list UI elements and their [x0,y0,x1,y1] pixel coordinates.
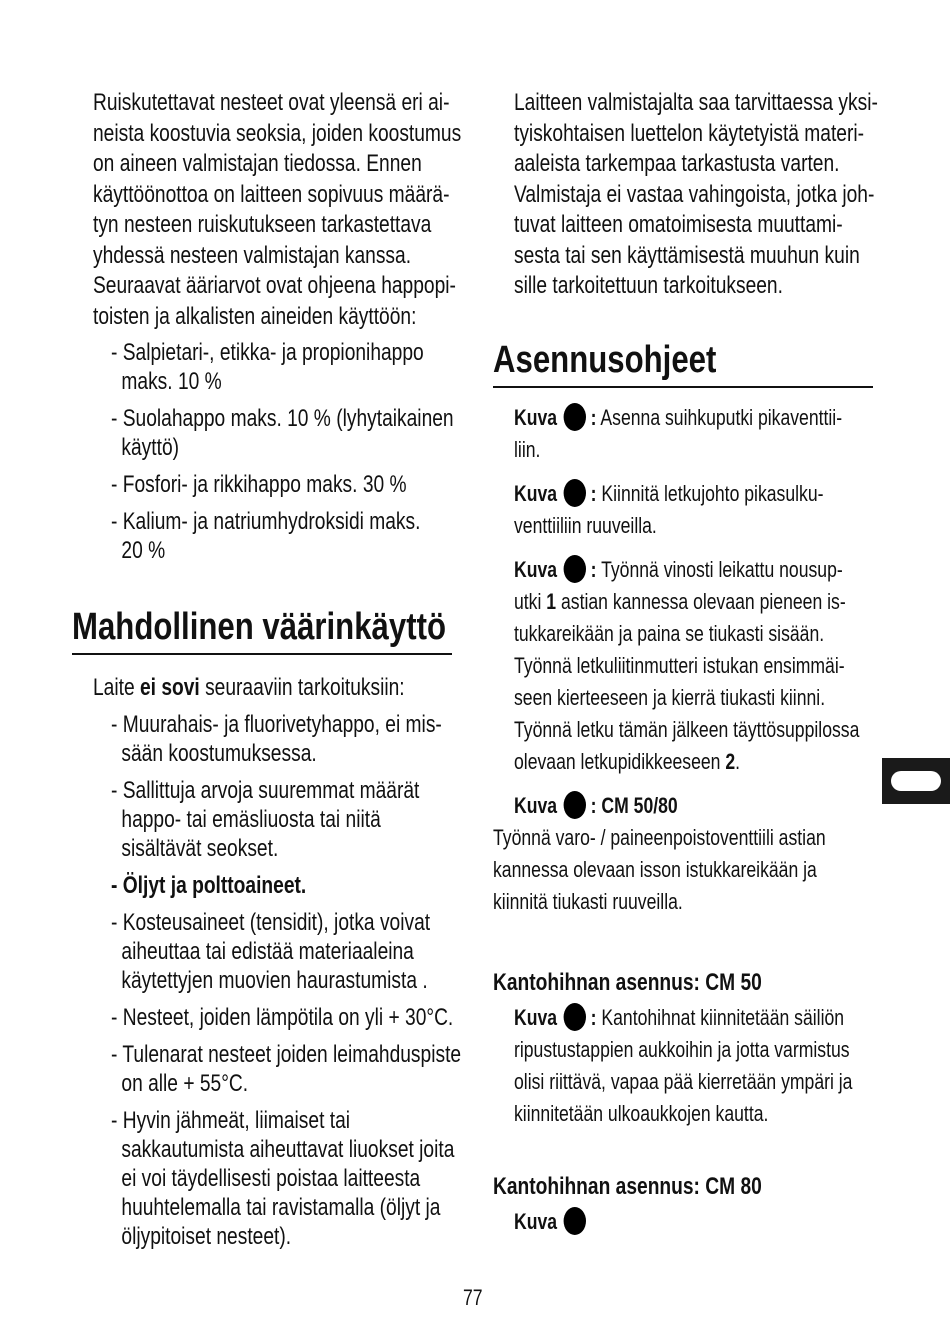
colon: : [590,480,597,506]
list-item [98,507,452,565]
list-item-text: Nesteet, joiden lämpötila on yli + 30°C. [122,1003,454,1031]
install-step [493,790,873,918]
model-label: : CM 50/80 [590,792,678,818]
list-item [98,470,452,499]
list-item-text: Kosteusaineet (tensidit), jotka voivat [122,908,431,936]
list-dash: - [111,1040,123,1068]
step-text: kiinnitä tiukasti ruuveilla. [493,888,683,914]
manufacturer-paragraph [493,88,878,302]
step-text: ripustustappien aukkoihin ja jotta varmistus [514,1036,850,1062]
text-line: tyn nesteen ruiskutukseen tarkastettava [93,211,432,238]
list-item-text: on alle + 55°C. [121,1069,249,1097]
list-dash: - [111,776,123,804]
step-text: venttiiliin ruuveilla. [514,512,657,538]
step-text: Työnnä varo- / paineenpoistoventtiili astian [493,824,826,850]
text-line: aaleista tarkempaa tarkastusta varten. [514,150,840,177]
language-tab-icon [891,771,941,791]
list-item-text: 20 % [121,537,166,564]
section-heading [493,338,873,388]
strap-step [514,1206,873,1238]
figure-number-dot-icon [563,1003,585,1031]
list-item [98,710,452,768]
subheading [493,968,873,998]
list-item-text: maks. 10 % [121,368,222,395]
list-item [98,1106,455,1251]
misuse-list [98,710,462,1251]
list-item-text: Kalium- ja natriumhydroksidi maks. [122,508,421,535]
text-line: sesta tai sen käyttämisestä muuhun kuin [514,241,860,269]
install-heading-block [493,338,873,388]
list-item-text: Muurahais- ja fluorivetyhappo, ei mis- [122,710,442,738]
figure-number-dot-icon [563,791,585,819]
list-item-text: sakkautumista aiheuttavat liuokset joita [121,1135,455,1163]
figure-number-dot-icon [563,555,585,583]
list-dash: - [111,471,123,498]
right-column [493,88,878,1250]
part-number: 2 [725,748,736,774]
list-item-text: käyttö) [121,434,180,461]
colon: : [590,1004,597,1030]
list-dash: - [111,339,123,366]
list-dash: - [111,405,123,432]
step-text: seen kierteeseen ja kierrä tiukasti kiinni. [514,684,826,710]
list-dash: - [111,908,123,936]
figure-label: Kuva [514,480,558,506]
list-dash: - [111,1106,123,1134]
figure-number-dot-icon [563,479,585,507]
text-line: Valmistaja ei vastaa vahingoista, jotka joh- [514,180,875,208]
spacer [493,930,873,968]
figure-label: Kuva [514,1004,558,1030]
figure-label: Kuva [514,556,558,582]
list-item [98,338,452,396]
install-step [514,478,873,542]
section-heading [72,605,452,655]
list-dash: - [111,1003,123,1031]
list-item-text: happo- tai emäsliuosta tai niitä [121,805,381,833]
step-text: liin. [514,436,541,462]
install-step [514,402,873,466]
text-line: yhdessä nesteen valmistajan kanssa. [93,241,412,269]
list-dash: - [111,508,123,535]
list-item-text: käytettyjen muovien haurastumista . [121,966,428,994]
list-item-text: Hyvin jähmeät, liimaiset tai [122,1106,351,1134]
text-line: neista koostuvia seoksia, joiden koostumus [93,119,462,147]
figure-number-dot-icon [563,1207,585,1235]
install-step [514,554,873,778]
colon: : [590,556,597,582]
subheading-text: Kantohihnan asennus: CM 80 [493,1172,762,1200]
step-text: tukkareikään ja paina se tiukasti sisään. [514,620,825,646]
text-line: Ruiskutettavat nesteet ovat yleensä eri ai- [93,89,450,116]
page-number-text: 77 [462,1285,483,1310]
strap-step [514,1002,873,1130]
list-item-text: aiheuttaa tai edistää materiaaleina [121,937,414,965]
step-text: olevaan letkupidikkeeseen [514,748,726,774]
heading-text: Mahdollinen väärinkäyttö [72,606,446,648]
list-item-text: ei voi täydellisesti poistaa laitteesta [121,1164,421,1192]
step-text: utki [514,588,547,614]
step-text: kiinnitetään ulkoaukkojen kautta. [514,1100,769,1126]
list-item [98,1003,452,1032]
heading-text: Asennusohjeet [493,338,717,381]
step-text: olisi riittävä, vapaa pää kierretään ympäri ja [514,1068,853,1094]
step-text: kannessa olevaan isson istukkareikään ja [493,856,817,882]
list-item-text: öljypitoiset nesteet). [121,1222,292,1250]
part-number: 1 [546,588,557,614]
figure-label: Kuva [514,792,558,818]
text-line: käyttöönottoa on laitteen sopivuus määrä- [93,180,450,208]
list-item-text: Öljyt ja polttoaineet. [122,871,307,899]
text-span: Laite [93,674,140,701]
text-line: toisten ja alkalisten aineiden käyttöön: [93,302,417,330]
acid-limits-list [98,338,452,565]
text-line: tuvat laitteen omatoimisesta muuttami- [514,211,843,238]
text-span: seuraaviin tarkoituksiin: [199,674,405,701]
list-dash: - [111,871,123,899]
step-text: Asenna suihkuputki pikaventtii- [600,404,843,430]
list-item [98,908,452,995]
colon: : [590,404,597,430]
text-line: sille tarkoitettuun tarkoitukseen. [514,272,783,299]
list-item-text: Fosfori- ja rikkihappo maks. 30 % [122,471,407,498]
subheading [493,1172,873,1202]
text-line: Laitteen valmistajalta saa tarvittaessa yksi- [514,89,878,116]
step-text: Työnnä letku tämän jälkeen täyttösuppilossa [514,716,860,742]
list-item-text: Tulenarat nesteet joiden leimahduspiste [122,1040,462,1068]
misuse-intro [72,673,452,704]
step-text: Työnnä letkuliitinmutteri istukan ensimmäi- [514,652,845,678]
subheading-text: Kantohihnan asennus: CM 50 [493,968,762,996]
figure-number-dot-icon [563,403,585,431]
step-text: Kiinnitä letkujohto pikasulku- [601,480,824,506]
list-item-text: sisältävät seokset. [121,834,279,862]
text-line: Seuraavat ääriarvot ovat ohjeena happopi- [93,272,456,299]
text-line: tyiskohtaisen luettelon käytetyistä materi- [514,119,865,147]
left-column [72,88,462,1259]
list-item-text: sään koostumuksessa. [121,739,317,767]
text-line: on aineen valmistajan tiedossa. Ennen [93,150,422,177]
step-text: astian kannessa olevaan pieneen is- [556,588,846,614]
step-text: Kantohihnat kiinnitetään säiliön [601,1004,845,1030]
spacer [493,1142,873,1172]
acid-intro-paragraph [72,88,462,332]
list-item-text: huuhtelemalla tai ravistamalla (öljyt ja [121,1193,441,1221]
page-number [0,1285,950,1311]
list-item-text: Salpietari-, etikka- ja propionihappo [122,339,424,366]
list-item-text: Sallittuja arvoja suuremmat määrät [122,776,420,804]
emphasis-text: ei sovi [139,674,200,701]
list-item [98,404,452,462]
list-item [98,871,452,900]
list-dash: - [111,710,123,738]
list-item [98,776,452,863]
step-text: Työnnä vinosti leikattu nousup- [601,556,843,582]
figure-label: Kuva [514,1208,558,1234]
list-item-text: Suolahappo maks. 10 % (lyhytaikainen [122,405,454,432]
step-text: . [735,748,741,774]
list-item [98,1040,462,1098]
chapter-tab [882,758,950,804]
figure-label: Kuva [514,404,558,430]
misuse-heading-block [72,605,452,655]
